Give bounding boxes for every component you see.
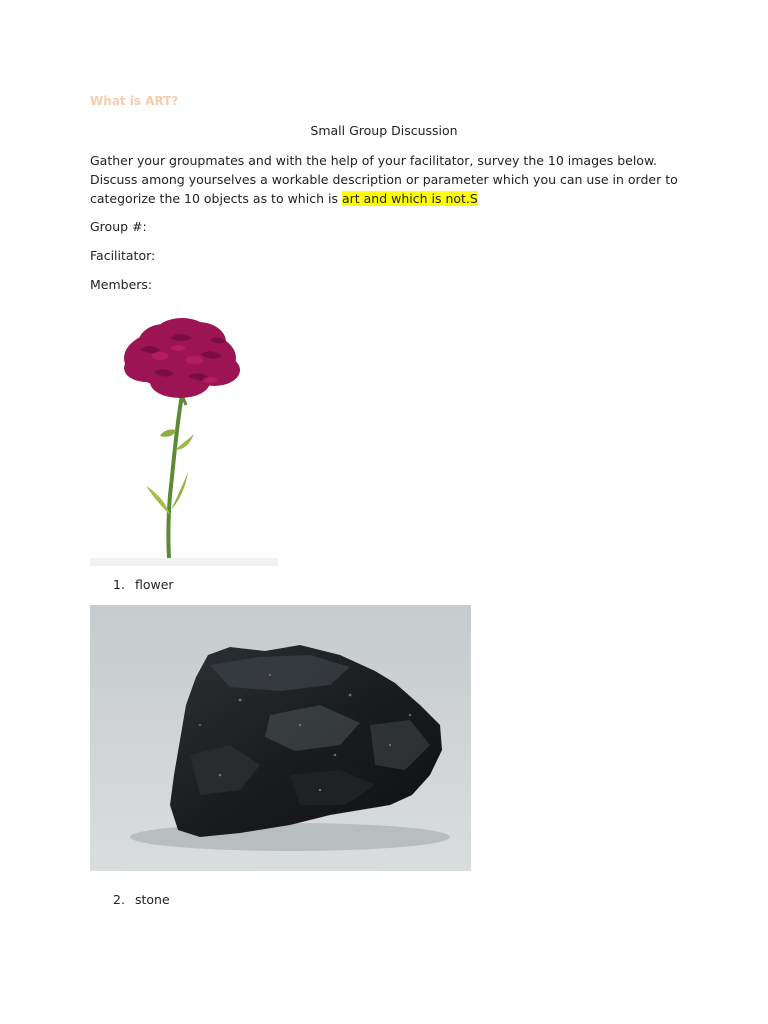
document-subtitle: Small Group Discussion [310, 123, 458, 138]
list-item-number: 2. [113, 892, 125, 907]
highlighted-text: art and which is not.S [341, 191, 478, 206]
flower-image [90, 310, 278, 566]
instructions-text: Gather your groupmates and with the help of your facilitator, survey the 10 images below. Discuss among yourselves a workable description or parameter which you can use in order to categorize the 10 objects as to which is [90, 153, 678, 206]
list-item-label: flower [135, 577, 174, 592]
document-title: What is ART? [90, 94, 179, 108]
instructions-paragraph [90, 151, 690, 208]
list-item [113, 577, 174, 592]
list-item-number: 1. [113, 577, 125, 592]
list-item-label: stone [135, 892, 170, 907]
list-item [113, 892, 170, 907]
members-field: Members: [90, 277, 153, 292]
stone-image [90, 605, 471, 871]
group-number-field: Group #: [90, 219, 147, 234]
facilitator-field: Facilitator: [90, 248, 156, 263]
